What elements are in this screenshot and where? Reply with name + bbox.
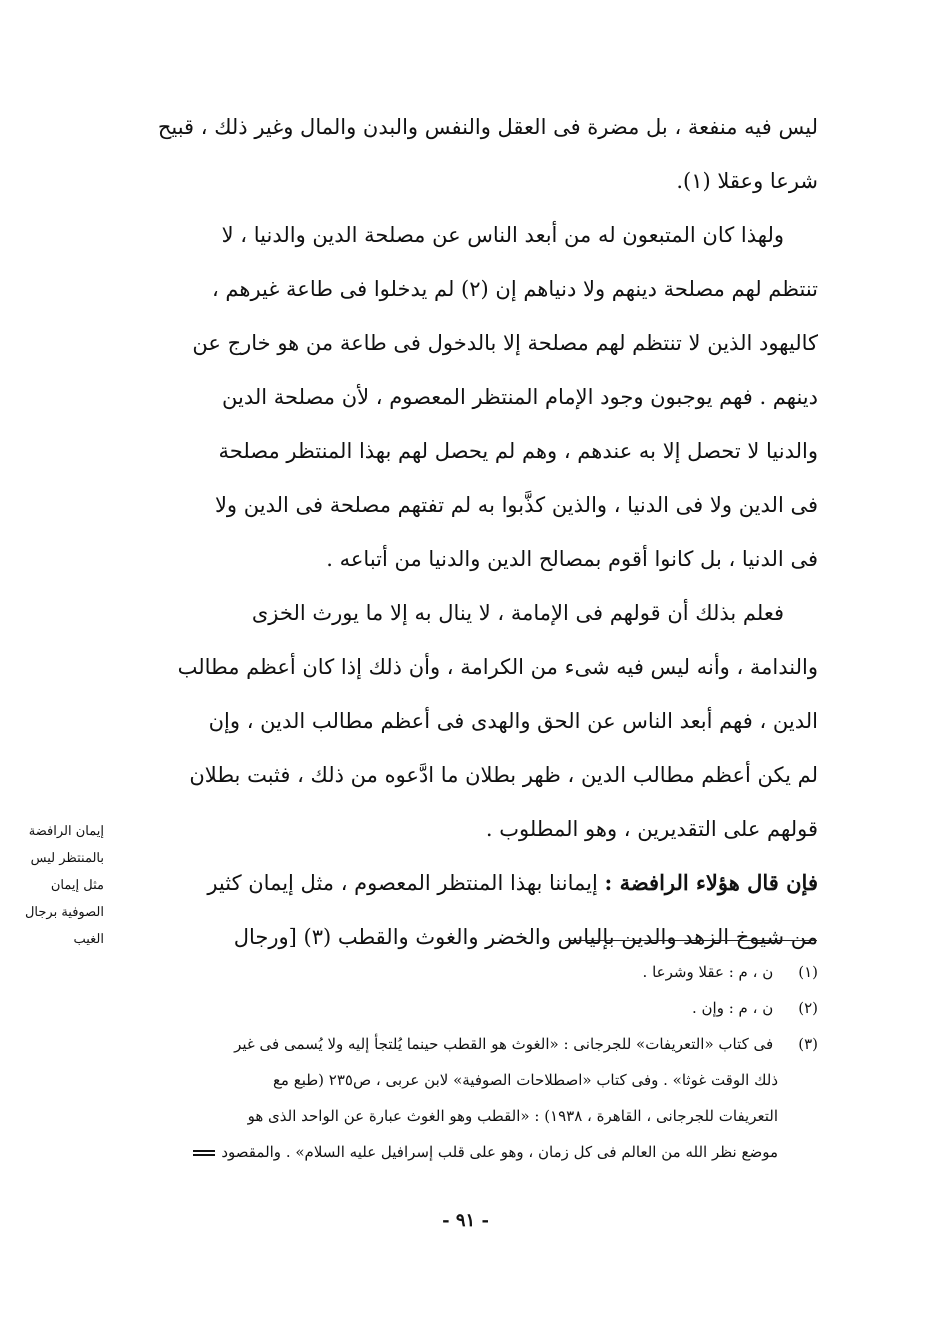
text-line-3: ولهذا كان المتبعون له من أبعد الناس عن مصلحة الدين والدنيا ، لا bbox=[221, 223, 784, 247]
footnote-2 bbox=[90, 990, 818, 1026]
text-line-6: دينهم . فهم يوجبون وجود الإمام المنتظر المعصوم ، لأن مصلحة الدين bbox=[222, 385, 818, 409]
footnote-text: فى كتاب «التعريفات» للجرجانى : «الغوث هو القطب حينما يُلتجأ إليه ولا يُسمى فى غير bbox=[234, 1035, 774, 1053]
text-line-8: فى الدين ولا فى الدنيا ، والذين كذَّبوا به لم تفتهم مصلحة فى الدين ولا bbox=[214, 493, 818, 517]
footnote-text: ن ، م : وإن . bbox=[691, 999, 774, 1017]
footnote-3-line-3: التعريفات للجرجانى ، القاهرة ، ١٩٣٨) : «القطب وهو الغوث عبارة عن الواحد الذى هو bbox=[247, 1107, 778, 1125]
continuation-mark bbox=[193, 1150, 215, 1156]
footnotes bbox=[90, 954, 818, 1170]
footnote-3 bbox=[90, 1026, 818, 1062]
footnote-1 bbox=[90, 954, 818, 990]
footnote-number: (٣) bbox=[798, 1035, 818, 1053]
text-line-13: لم يكن أعظم مطالب الدين ، ظهر بطلان ما ادَّعوه من ذلك ، فثبت بطلان bbox=[189, 763, 818, 787]
text-line-9: فى الدنيا ، بل كانوا أقوم بمصالح الدين والدنيا من أتباعه . bbox=[326, 547, 818, 571]
margin-note-line: الصوفية برجال bbox=[24, 905, 104, 920]
text-line-16: من شيوخ الزهد والدين بإلياس والخضر والغوث والقطب (٣) [ورجال bbox=[233, 925, 818, 949]
footnote-divider bbox=[565, 940, 817, 941]
margin-note-line: الغيب bbox=[73, 932, 104, 947]
footnote-text: موضع نظر الله من العالم فى كل زمان ، وهو على قلب إسرافيل عليه السلام» . والمقصود bbox=[221, 1143, 778, 1161]
footnote-number: (٢) bbox=[798, 999, 818, 1017]
text-line-2: شرعا وعقلا (١). bbox=[676, 169, 818, 193]
text-line-12: الدين ، فهم أبعد الناس عن الحق والهدى فى أعظم مطالب الدين ، وإن bbox=[208, 709, 818, 733]
text-line-10: فعلم بذلك أن قولهم فى الإمامة ، لا ينال به إلا ما يورث الخزى bbox=[251, 601, 784, 625]
text-line-14: قولهم على التقديرين ، وهو المطلوب . bbox=[485, 817, 818, 841]
footnote-number: (١) bbox=[798, 963, 818, 981]
text-line-4: تنتظم لهم مصلحة دينهم ولا دنياهم إن (٢) لم يدخلوا فى طاعة غيرهم ، bbox=[211, 277, 818, 301]
text-line-15 bbox=[118, 856, 818, 910]
bold-line-rest: إيماننا بهذا المنتظر المعصوم ، مثل إيمان كثير bbox=[207, 871, 605, 895]
text-line-11: والندامة ، وأنه ليس فيه شىء من الكرامة ، وأن ذلك إذا كان أعظم مطالب bbox=[177, 655, 818, 679]
main-text bbox=[118, 100, 818, 964]
text-line-7: والدنيا لا تحصل إلا به عندهم ، وهم لم يحصل لهم بهذا المنتظر مصلحة bbox=[218, 439, 818, 463]
bold-lead-phrase: فإن قال هؤلاء الرافضة : bbox=[604, 870, 818, 895]
footnote-text: ن ، م : عقلا وشرعا . bbox=[642, 963, 774, 981]
text-line-1: ليس فيه منفعة ، بل مضرة فى العقل والنفس والبدن والمال وغير ذلك ، قبيح bbox=[157, 115, 818, 139]
margin-note bbox=[4, 818, 104, 953]
page-number: - ٩١ - bbox=[442, 1210, 489, 1231]
margin-note-line: إيمان الرافضة bbox=[28, 824, 104, 839]
margin-note-line: مثل إيمان bbox=[50, 878, 104, 893]
margin-note-line: بالمنتظر ليس bbox=[30, 851, 104, 866]
text-line-5: كاليهود الذين لا تنتظم لهم مصلحة إلا بالدخول فى طاعة من هو خارج عن bbox=[192, 331, 818, 355]
footnote-3-line-4 bbox=[90, 1134, 818, 1170]
footnote-3-line-2: ذلك الوقت غوثا» . وفى كتاب «اصطلاحات الصوفية» لابن عربى ، ص٢٣٥ (طبع مع bbox=[272, 1071, 778, 1089]
